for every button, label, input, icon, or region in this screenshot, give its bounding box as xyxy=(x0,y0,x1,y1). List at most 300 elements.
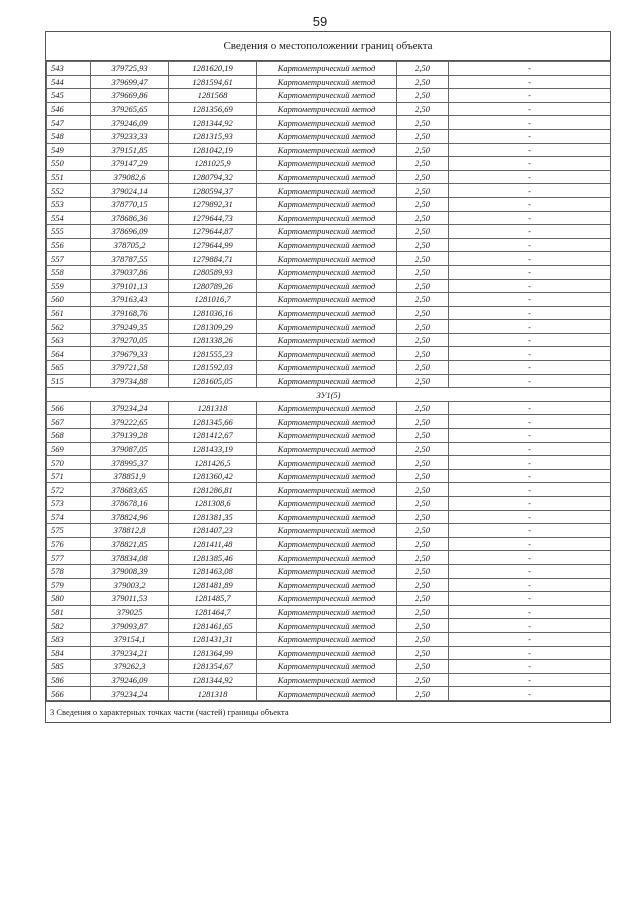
description-cell: - xyxy=(449,75,611,89)
point-number-cell: 563 xyxy=(47,333,91,347)
x-coordinate-cell: 379669,86 xyxy=(91,89,169,103)
method-cell: Картометрический метод xyxy=(257,429,397,443)
x-coordinate-cell: 378696,09 xyxy=(91,225,169,239)
description-cell: - xyxy=(449,415,611,429)
point-number-cell: 546 xyxy=(47,102,91,116)
x-coordinate-cell: 379011,53 xyxy=(91,592,169,606)
point-number-cell: 584 xyxy=(47,646,91,660)
x-coordinate-cell: 378995,37 xyxy=(91,456,169,470)
table-row xyxy=(47,225,611,239)
description-cell: - xyxy=(449,524,611,538)
footer-section-title: 3 Сведения о характерных точках части (частей) границы объекта xyxy=(46,701,610,722)
table-row xyxy=(47,265,611,279)
method-cell: Картометрический метод xyxy=(257,293,397,307)
table-row xyxy=(47,510,611,524)
method-cell: Картометрический метод xyxy=(257,687,397,701)
y-coordinate-cell: 1281344,92 xyxy=(169,116,257,130)
description-cell: - xyxy=(449,632,611,646)
method-cell: Картометрический метод xyxy=(257,157,397,171)
x-coordinate-cell: 379234,24 xyxy=(91,687,169,701)
method-cell: Картометрический метод xyxy=(257,415,397,429)
y-coordinate-cell: 1281481,89 xyxy=(169,578,257,592)
point-number-cell: 583 xyxy=(47,632,91,646)
description-cell: - xyxy=(449,660,611,674)
method-cell: Картометрический метод xyxy=(257,265,397,279)
description-cell: - xyxy=(449,537,611,551)
accuracy-cell: 2,50 xyxy=(397,333,449,347)
point-number-cell: 566 xyxy=(47,401,91,415)
x-coordinate-cell: 378678,16 xyxy=(91,497,169,511)
description-cell: - xyxy=(449,211,611,225)
x-coordinate-cell: 378705,2 xyxy=(91,238,169,252)
x-coordinate-cell: 379008,39 xyxy=(91,564,169,578)
table-header-title: Сведения о местоположении границ объекта xyxy=(46,32,610,61)
method-cell: Картометрический метод xyxy=(257,646,397,660)
x-coordinate-cell: 379249,35 xyxy=(91,320,169,334)
table-row xyxy=(47,129,611,143)
table-row xyxy=(47,401,611,415)
accuracy-cell: 2,50 xyxy=(397,646,449,660)
accuracy-cell: 2,50 xyxy=(397,497,449,511)
point-number-cell: 569 xyxy=(47,442,91,456)
method-cell: Картометрический метод xyxy=(257,551,397,565)
x-coordinate-cell: 378812,8 xyxy=(91,524,169,538)
y-coordinate-cell: 1281360,42 xyxy=(169,469,257,483)
point-number-cell: 579 xyxy=(47,578,91,592)
table-row xyxy=(47,578,611,592)
accuracy-cell: 2,50 xyxy=(397,320,449,334)
x-coordinate-cell: 379679,33 xyxy=(91,347,169,361)
x-coordinate-cell: 378824,96 xyxy=(91,510,169,524)
point-number-cell: 581 xyxy=(47,605,91,619)
description-cell: - xyxy=(449,673,611,687)
description-cell: - xyxy=(449,551,611,565)
y-coordinate-cell: 1281364,99 xyxy=(169,646,257,660)
x-coordinate-cell: 378770,15 xyxy=(91,197,169,211)
description-cell: - xyxy=(449,483,611,497)
method-cell: Картометрический метод xyxy=(257,62,397,76)
point-number-cell: 571 xyxy=(47,469,91,483)
y-coordinate-cell: 1281620,19 xyxy=(169,62,257,76)
method-cell: Картометрический метод xyxy=(257,197,397,211)
point-number-cell: 568 xyxy=(47,429,91,443)
accuracy-cell: 2,50 xyxy=(397,660,449,674)
accuracy-cell: 2,50 xyxy=(397,306,449,320)
point-number-cell: 559 xyxy=(47,279,91,293)
accuracy-cell: 2,50 xyxy=(397,89,449,103)
method-cell: Картометрический метод xyxy=(257,592,397,606)
x-coordinate-cell: 379721,58 xyxy=(91,361,169,375)
y-coordinate-cell: 1281354,67 xyxy=(169,660,257,674)
accuracy-cell: 2,50 xyxy=(397,75,449,89)
accuracy-cell: 2,50 xyxy=(397,442,449,456)
point-number-cell: 577 xyxy=(47,551,91,565)
table-row xyxy=(47,483,611,497)
y-coordinate-cell: 1281356,69 xyxy=(169,102,257,116)
y-coordinate-cell: 1280594,37 xyxy=(169,184,257,198)
x-coordinate-cell: 379246,09 xyxy=(91,673,169,687)
y-coordinate-cell: 1281411,48 xyxy=(169,537,257,551)
description-cell: - xyxy=(449,265,611,279)
point-number-cell: 575 xyxy=(47,524,91,538)
method-cell: Картометрический метод xyxy=(257,333,397,347)
x-coordinate-cell: 379233,33 xyxy=(91,129,169,143)
method-cell: Картометрический метод xyxy=(257,619,397,633)
accuracy-cell: 2,50 xyxy=(397,129,449,143)
y-coordinate-cell: 1281385,46 xyxy=(169,551,257,565)
accuracy-cell: 2,50 xyxy=(397,483,449,497)
method-cell: Картометрический метод xyxy=(257,320,397,334)
description-cell: - xyxy=(449,605,611,619)
y-coordinate-cell: 1279644,87 xyxy=(169,225,257,239)
y-coordinate-cell: 1281042,19 xyxy=(169,143,257,157)
accuracy-cell: 2,50 xyxy=(397,252,449,266)
method-cell: Картометрический метод xyxy=(257,632,397,646)
method-cell: Картометрический метод xyxy=(257,238,397,252)
y-coordinate-cell: 1281309,29 xyxy=(169,320,257,334)
table-row xyxy=(47,456,611,470)
method-cell: Картометрический метод xyxy=(257,143,397,157)
method-cell: Картометрический метод xyxy=(257,510,397,524)
description-cell: - xyxy=(449,619,611,633)
accuracy-cell: 2,50 xyxy=(397,605,449,619)
x-coordinate-cell: 379003,2 xyxy=(91,578,169,592)
y-coordinate-cell: 1279884,71 xyxy=(169,252,257,266)
method-cell: Картометрический метод xyxy=(257,660,397,674)
point-number-cell: 550 xyxy=(47,157,91,171)
point-number-cell: 573 xyxy=(47,497,91,511)
section-header-group xyxy=(47,388,611,402)
y-coordinate-cell: 1281025,9 xyxy=(169,157,257,171)
table-row xyxy=(47,429,611,443)
table-row xyxy=(47,89,611,103)
y-coordinate-cell: 1281344,92 xyxy=(169,673,257,687)
table-row xyxy=(47,632,611,646)
y-coordinate-cell: 1280589,93 xyxy=(169,265,257,279)
x-coordinate-cell: 379101,13 xyxy=(91,279,169,293)
y-coordinate-cell: 1281345,66 xyxy=(169,415,257,429)
point-number-cell: 551 xyxy=(47,170,91,184)
x-coordinate-cell: 379222,65 xyxy=(91,415,169,429)
x-coordinate-cell: 379024,14 xyxy=(91,184,169,198)
x-coordinate-cell: 379234,24 xyxy=(91,401,169,415)
point-number-cell: 566 xyxy=(47,687,91,701)
table-row xyxy=(47,619,611,633)
point-number-cell: 554 xyxy=(47,211,91,225)
method-cell: Картометрический метод xyxy=(257,497,397,511)
points-group-2 xyxy=(47,401,611,700)
y-coordinate-cell: 1279892,31 xyxy=(169,197,257,211)
table-row xyxy=(47,75,611,89)
method-cell: Картометрический метод xyxy=(257,564,397,578)
y-coordinate-cell: 1281485,7 xyxy=(169,592,257,606)
method-cell: Картометрический метод xyxy=(257,524,397,538)
y-coordinate-cell: 1281592,03 xyxy=(169,361,257,375)
y-coordinate-cell: 1281426,5 xyxy=(169,456,257,470)
method-cell: Картометрический метод xyxy=(257,211,397,225)
x-coordinate-cell: 379037,86 xyxy=(91,265,169,279)
point-number-cell: 515 xyxy=(47,374,91,388)
point-number-cell: 564 xyxy=(47,347,91,361)
method-cell: Картометрический метод xyxy=(257,401,397,415)
description-cell: - xyxy=(449,333,611,347)
description-cell: - xyxy=(449,592,611,606)
y-coordinate-cell: 1281318 xyxy=(169,401,257,415)
accuracy-cell: 2,50 xyxy=(397,632,449,646)
table-row xyxy=(47,116,611,130)
method-cell: Картометрический метод xyxy=(257,578,397,592)
table-row xyxy=(47,551,611,565)
accuracy-cell: 2,50 xyxy=(397,673,449,687)
description-cell: - xyxy=(449,252,611,266)
accuracy-cell: 2,50 xyxy=(397,279,449,293)
method-cell: Картометрический метод xyxy=(257,537,397,551)
accuracy-cell: 2,50 xyxy=(397,469,449,483)
point-number-cell: 585 xyxy=(47,660,91,674)
y-coordinate-cell: 1280794,32 xyxy=(169,170,257,184)
table-row xyxy=(47,660,611,674)
method-cell: Картометрический метод xyxy=(257,102,397,116)
description-cell: - xyxy=(449,564,611,578)
method-cell: Картометрический метод xyxy=(257,116,397,130)
section-label: ЗУ1(5) xyxy=(47,388,611,402)
y-coordinate-cell: 1281464,7 xyxy=(169,605,257,619)
accuracy-cell: 2,50 xyxy=(397,537,449,551)
x-coordinate-cell: 378851,9 xyxy=(91,469,169,483)
x-coordinate-cell: 379734,88 xyxy=(91,374,169,388)
description-cell: - xyxy=(449,320,611,334)
table-row xyxy=(47,497,611,511)
table-row xyxy=(47,252,611,266)
method-cell: Картометрический метод xyxy=(257,347,397,361)
table-row xyxy=(47,211,611,225)
table-row xyxy=(47,320,611,334)
point-number-cell: 548 xyxy=(47,129,91,143)
description-cell: - xyxy=(449,62,611,76)
accuracy-cell: 2,50 xyxy=(397,265,449,279)
x-coordinate-cell: 379168,76 xyxy=(91,306,169,320)
method-cell: Картометрический метод xyxy=(257,306,397,320)
table-row xyxy=(47,306,611,320)
y-coordinate-cell: 1281036,16 xyxy=(169,306,257,320)
accuracy-cell: 2,50 xyxy=(397,456,449,470)
y-coordinate-cell: 1281433,19 xyxy=(169,442,257,456)
description-cell: - xyxy=(449,646,611,660)
y-coordinate-cell: 1281338,26 xyxy=(169,333,257,347)
table-row xyxy=(47,184,611,198)
y-coordinate-cell: 1281016,7 xyxy=(169,293,257,307)
point-number-cell: 543 xyxy=(47,62,91,76)
section-row xyxy=(47,388,611,402)
y-coordinate-cell: 1281308,6 xyxy=(169,497,257,511)
x-coordinate-cell: 379163,43 xyxy=(91,293,169,307)
x-coordinate-cell: 379725,93 xyxy=(91,62,169,76)
method-cell: Картометрический метод xyxy=(257,89,397,103)
description-cell: - xyxy=(449,143,611,157)
accuracy-cell: 2,50 xyxy=(397,170,449,184)
point-number-cell: 545 xyxy=(47,89,91,103)
table-row xyxy=(47,469,611,483)
point-number-cell: 562 xyxy=(47,320,91,334)
accuracy-cell: 2,50 xyxy=(397,564,449,578)
y-coordinate-cell: 1281381,35 xyxy=(169,510,257,524)
description-cell: - xyxy=(449,578,611,592)
method-cell: Картометрический метод xyxy=(257,442,397,456)
method-cell: Картометрический метод xyxy=(257,279,397,293)
point-number-cell: 556 xyxy=(47,238,91,252)
table-row xyxy=(47,537,611,551)
table-row xyxy=(47,102,611,116)
point-number-cell: 547 xyxy=(47,116,91,130)
table-row xyxy=(47,564,611,578)
accuracy-cell: 2,50 xyxy=(397,374,449,388)
table-row xyxy=(47,687,611,701)
x-coordinate-cell: 379262,3 xyxy=(91,660,169,674)
table-row xyxy=(47,238,611,252)
accuracy-cell: 2,50 xyxy=(397,510,449,524)
accuracy-cell: 2,50 xyxy=(397,429,449,443)
y-coordinate-cell: 1279644,99 xyxy=(169,238,257,252)
point-number-cell: 580 xyxy=(47,592,91,606)
table-row xyxy=(47,170,611,184)
y-coordinate-cell: 1279644,73 xyxy=(169,211,257,225)
table-row xyxy=(47,415,611,429)
x-coordinate-cell: 379154,1 xyxy=(91,632,169,646)
table-row xyxy=(47,143,611,157)
x-coordinate-cell: 379147,29 xyxy=(91,157,169,171)
accuracy-cell: 2,50 xyxy=(397,361,449,375)
method-cell: Картометрический метод xyxy=(257,374,397,388)
x-coordinate-cell: 379087,05 xyxy=(91,442,169,456)
table-row xyxy=(47,197,611,211)
point-number-cell: 567 xyxy=(47,415,91,429)
description-cell: - xyxy=(449,306,611,320)
y-coordinate-cell: 1280789,26 xyxy=(169,279,257,293)
description-cell: - xyxy=(449,238,611,252)
table-row xyxy=(47,524,611,538)
accuracy-cell: 2,50 xyxy=(397,62,449,76)
y-coordinate-cell: 1281568 xyxy=(169,89,257,103)
description-cell: - xyxy=(449,89,611,103)
description-cell: - xyxy=(449,361,611,375)
point-number-cell: 561 xyxy=(47,306,91,320)
y-coordinate-cell: 1281407,23 xyxy=(169,524,257,538)
method-cell: Картометрический метод xyxy=(257,170,397,184)
accuracy-cell: 2,50 xyxy=(397,592,449,606)
x-coordinate-cell: 378686,36 xyxy=(91,211,169,225)
accuracy-cell: 2,50 xyxy=(397,401,449,415)
description-cell: - xyxy=(449,510,611,524)
method-cell: Картометрический метод xyxy=(257,129,397,143)
point-number-cell: 572 xyxy=(47,483,91,497)
description-cell: - xyxy=(449,401,611,415)
x-coordinate-cell: 379139,28 xyxy=(91,429,169,443)
point-number-cell: 578 xyxy=(47,564,91,578)
point-number-cell: 574 xyxy=(47,510,91,524)
point-number-cell: 570 xyxy=(47,456,91,470)
accuracy-cell: 2,50 xyxy=(397,184,449,198)
accuracy-cell: 2,50 xyxy=(397,347,449,361)
y-coordinate-cell: 1281461,65 xyxy=(169,619,257,633)
x-coordinate-cell: 379025 xyxy=(91,605,169,619)
method-cell: Картометрический метод xyxy=(257,361,397,375)
point-number-cell: 549 xyxy=(47,143,91,157)
table-row xyxy=(47,374,611,388)
description-cell: - xyxy=(449,116,611,130)
description-cell: - xyxy=(449,102,611,116)
point-number-cell: 586 xyxy=(47,673,91,687)
y-coordinate-cell: 1281555,23 xyxy=(169,347,257,361)
accuracy-cell: 2,50 xyxy=(397,619,449,633)
point-number-cell: 555 xyxy=(47,225,91,239)
y-coordinate-cell: 1281605,05 xyxy=(169,374,257,388)
point-number-cell: 558 xyxy=(47,265,91,279)
y-coordinate-cell: 1281594,61 xyxy=(169,75,257,89)
description-cell: - xyxy=(449,129,611,143)
table-row xyxy=(47,646,611,660)
y-coordinate-cell: 1281286,81 xyxy=(169,483,257,497)
table-row xyxy=(47,62,611,76)
description-cell: - xyxy=(449,225,611,239)
x-coordinate-cell: 379234,21 xyxy=(91,646,169,660)
table-row xyxy=(47,361,611,375)
accuracy-cell: 2,50 xyxy=(397,197,449,211)
y-coordinate-cell: 1281431,31 xyxy=(169,632,257,646)
description-cell: - xyxy=(449,170,611,184)
method-cell: Картометрический метод xyxy=(257,252,397,266)
method-cell: Картометрический метод xyxy=(257,456,397,470)
table-row xyxy=(47,605,611,619)
x-coordinate-cell: 379093,87 xyxy=(91,619,169,633)
x-coordinate-cell: 378787,55 xyxy=(91,252,169,266)
method-cell: Картометрический метод xyxy=(257,469,397,483)
accuracy-cell: 2,50 xyxy=(397,211,449,225)
description-cell: - xyxy=(449,429,611,443)
method-cell: Картометрический метод xyxy=(257,673,397,687)
description-cell: - xyxy=(449,293,611,307)
page-number: 59 xyxy=(312,14,328,29)
table-row xyxy=(47,347,611,361)
table-row xyxy=(47,442,611,456)
accuracy-cell: 2,50 xyxy=(397,157,449,171)
description-cell: - xyxy=(449,347,611,361)
table-row xyxy=(47,279,611,293)
x-coordinate-cell: 379151,85 xyxy=(91,143,169,157)
table-row xyxy=(47,293,611,307)
point-number-cell: 553 xyxy=(47,197,91,211)
description-cell: - xyxy=(449,374,611,388)
y-coordinate-cell: 1281412,67 xyxy=(169,429,257,443)
point-number-cell: 560 xyxy=(47,293,91,307)
x-coordinate-cell: 379699,47 xyxy=(91,75,169,89)
boundary-table-frame xyxy=(45,31,611,723)
accuracy-cell: 2,50 xyxy=(397,293,449,307)
x-coordinate-cell: 379265,65 xyxy=(91,102,169,116)
accuracy-cell: 2,50 xyxy=(397,116,449,130)
method-cell: Картометрический метод xyxy=(257,75,397,89)
accuracy-cell: 2,50 xyxy=(397,102,449,116)
table-row xyxy=(47,157,611,171)
point-number-cell: 582 xyxy=(47,619,91,633)
x-coordinate-cell: 379270,05 xyxy=(91,333,169,347)
description-cell: - xyxy=(449,184,611,198)
accuracy-cell: 2,50 xyxy=(397,578,449,592)
table-row xyxy=(47,333,611,347)
y-coordinate-cell: 1281318 xyxy=(169,687,257,701)
accuracy-cell: 2,50 xyxy=(397,551,449,565)
method-cell: Картометрический метод xyxy=(257,483,397,497)
method-cell: Картометрический метод xyxy=(257,225,397,239)
